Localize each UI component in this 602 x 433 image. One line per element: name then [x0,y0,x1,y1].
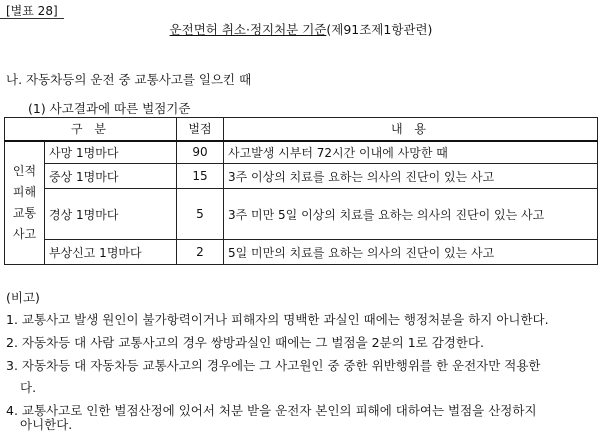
document-title [0,20,602,38]
header-points: 벌점 [177,118,224,141]
group-label-line: 인적 [12,163,37,178]
row-type: 부상신고 1명마다 [45,240,177,265]
row-points: 90 [177,141,224,164]
note-item: 2. 자동차등 대 사람 교통사고의 경우 쌍방과실인 때에는 그 벌점을 2분의 1로 감경한다. [6,335,484,350]
row-type: 사망 1명마다 [45,141,177,164]
row-points: 2 [177,240,224,265]
row-type: 경상 1명마다 [45,189,177,240]
subsection-heading: (1) 사고결과에 따른 벌점기준 [28,101,191,116]
note-item: 4. 교통사고로 인한 벌점산정에 있어서 처분 받을 운전자 본인의 피해에 대하여는 벌점을 산정하지 [6,403,537,418]
annex-rule [0,18,64,19]
group-label-line: 교통 [12,205,37,220]
title-suffix: (제91조제1항관련) [326,22,433,37]
note-item-continuation: 다. [20,380,37,395]
header-category: 구 분 [5,118,177,141]
penalty-points-table [4,117,598,265]
header-content: 내 용 [224,118,598,141]
row-description: 5일 미만의 치료를 요하는 의사의 진단이 있는 사고 [224,240,598,265]
row-points: 15 [177,164,224,189]
row-description: 3주 이상의 치료를 요하는 의사의 진단이 있는 사고 [224,164,598,189]
group-label-line: 사고 [12,226,37,241]
title-main: 운전면허 취소·정지처분 기준 [169,22,327,37]
note-item-continuation: 아니한다. [20,417,73,432]
note-item: 1. 교통사고 발생 원인이 불가항력이거나 피해자의 명백한 과실인 때에는 행정처분을 하지 아니한다. [6,312,549,327]
annex-label: [별표 28] [6,4,58,18]
table-row [5,164,598,189]
group-label-line: 피해 [12,184,37,199]
note-item: 3. 자동차등 대 자동차등 교통사고의 경우에는 그 사고원인 중 중한 위반행위를 한 운전자만 적용한 [6,358,541,373]
group-label-cell [5,141,45,265]
row-type: 중상 1명마다 [45,164,177,189]
table-row [5,240,598,265]
row-description: 사고발생 시부터 72시간 이내에 사망한 때 [224,141,598,164]
table-row [5,141,598,164]
table-header-row [5,118,598,141]
section-heading: 나. 자동차등의 운전 중 교통사고를 일으킨 때 [6,72,252,87]
notes-label: (비고) [6,290,40,305]
table-row [5,189,598,240]
row-points: 5 [177,189,224,240]
row-description: 3주 미만 5일 이상의 치료를 요하는 의사의 진단이 있는 사고 [224,189,598,240]
